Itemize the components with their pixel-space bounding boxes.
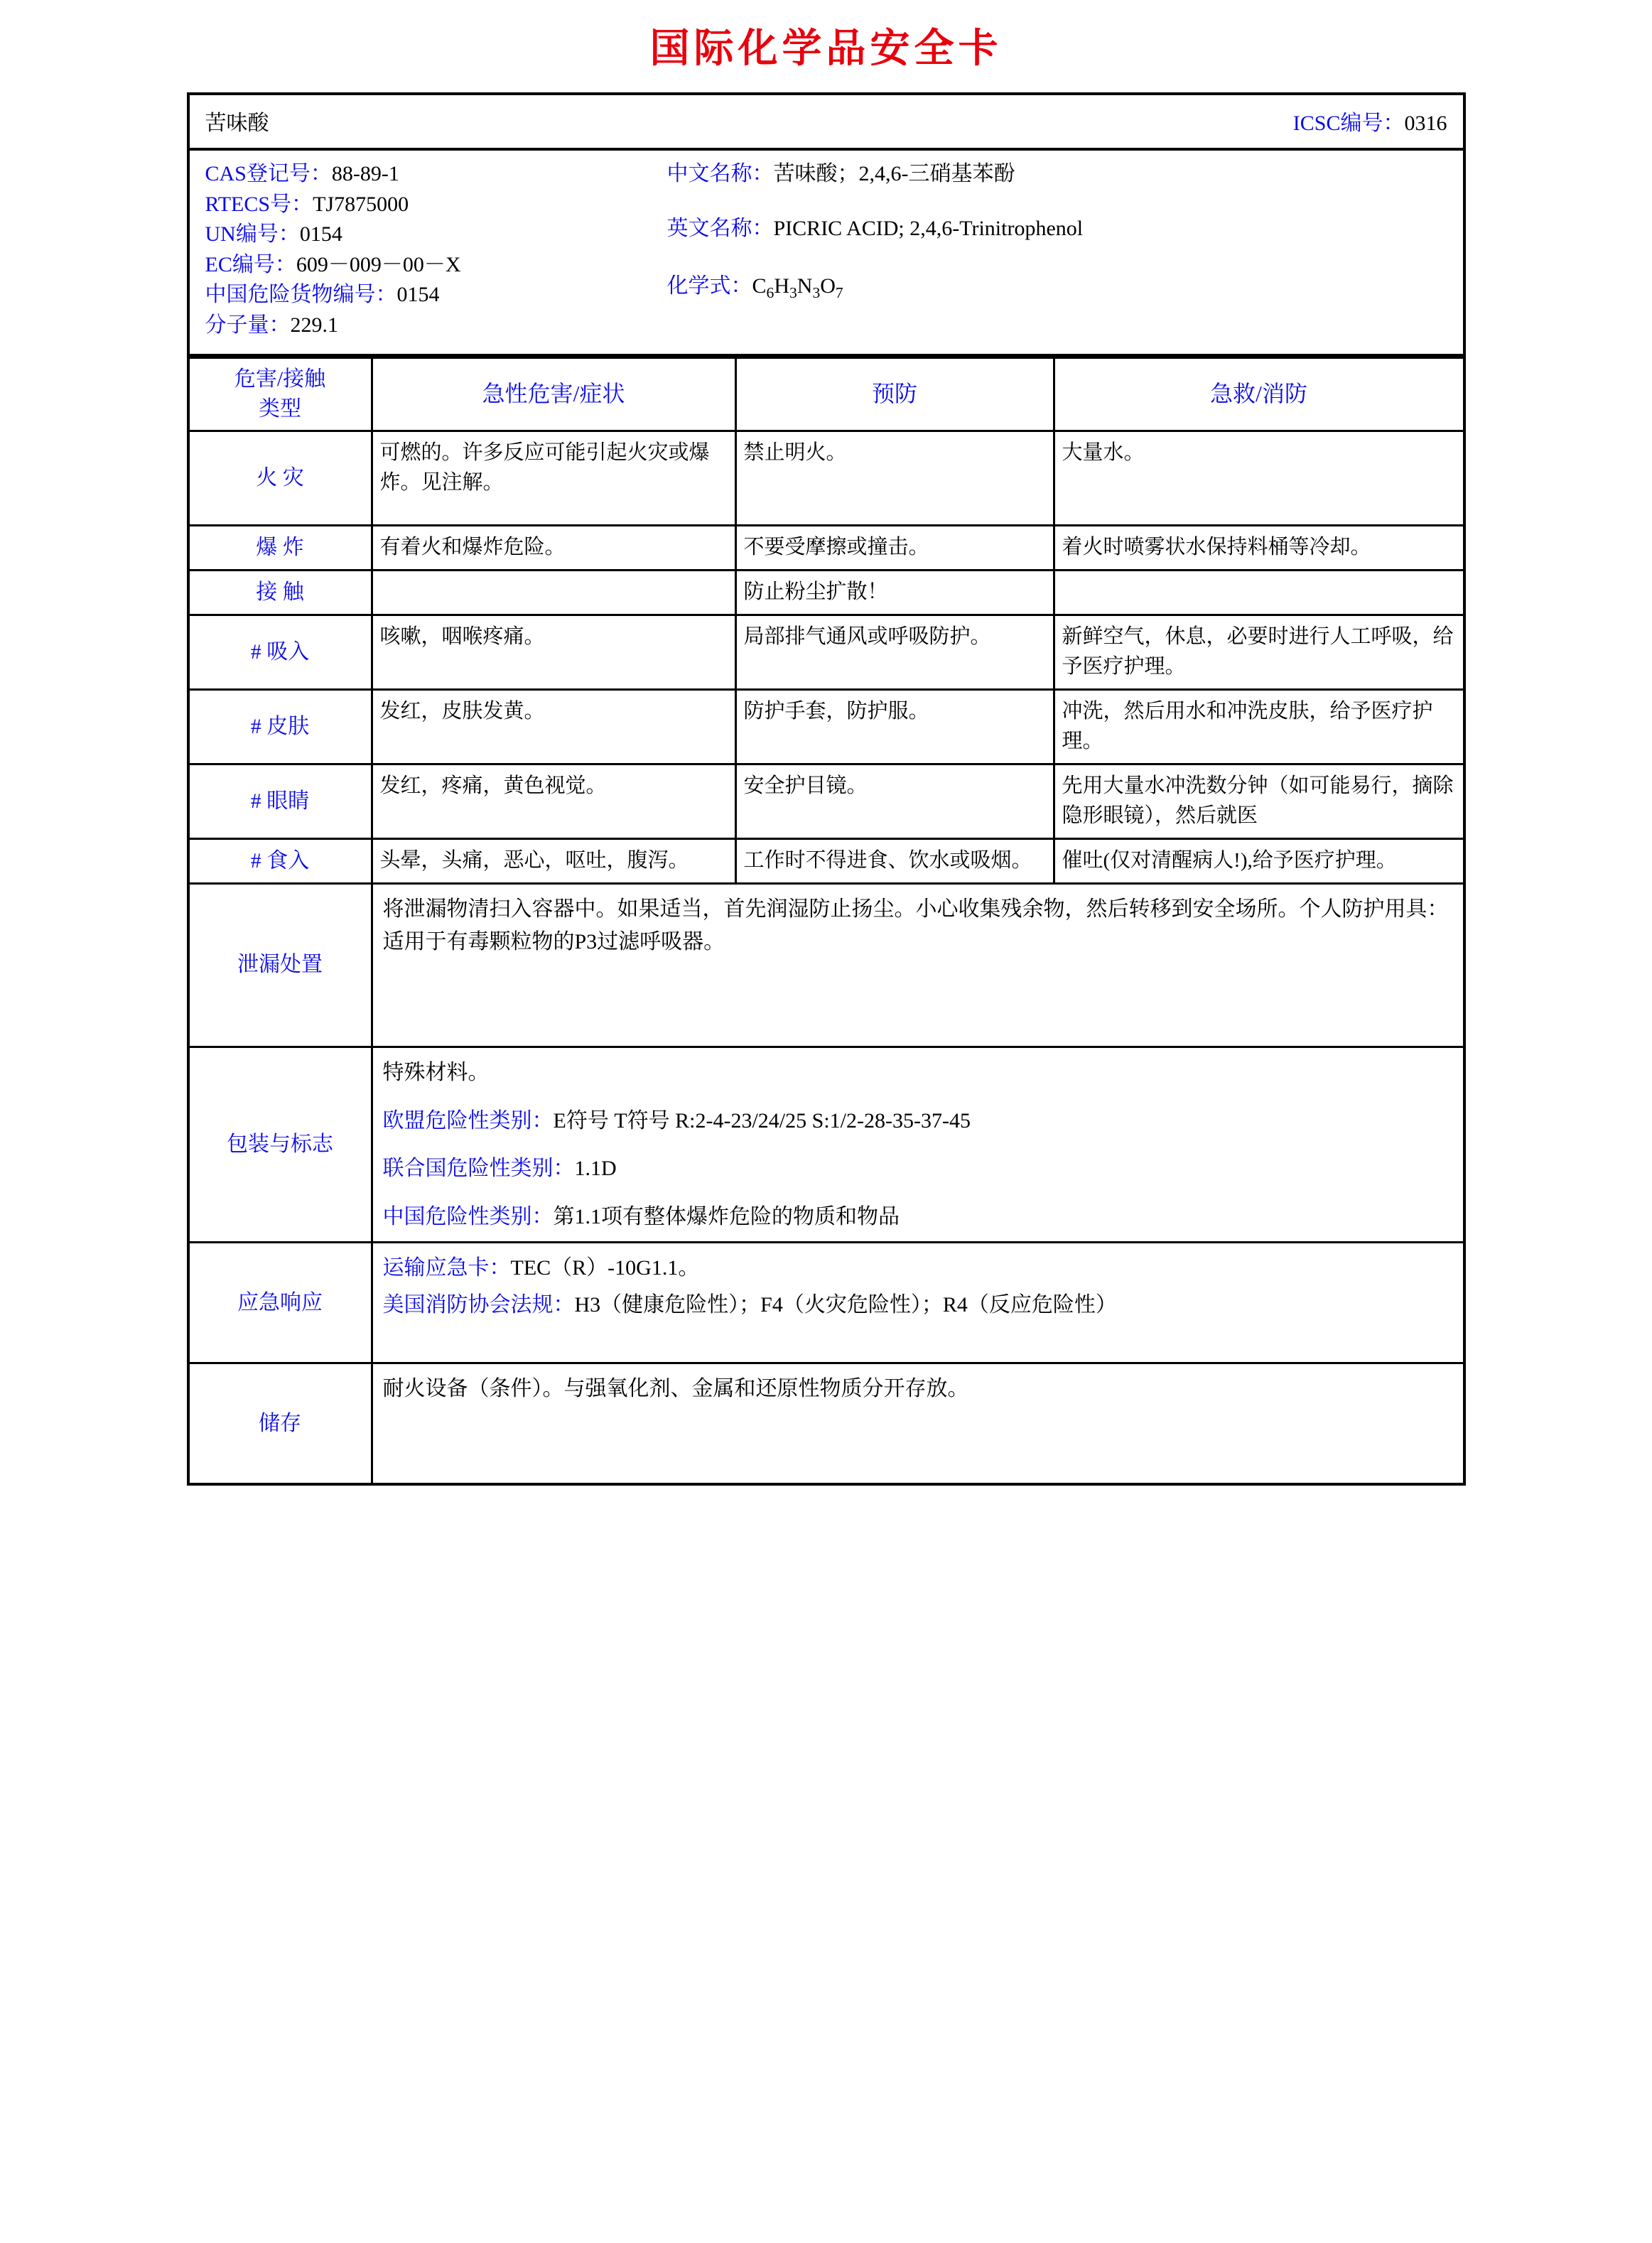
packaging-un-class xyxy=(383,1152,1453,1185)
row-firstaid-inhalation: 新鲜空气，休息，必要时进行人工呼吸，给予医疗护理。 xyxy=(1062,625,1454,678)
packaging-un-value: 1.1D xyxy=(574,1157,617,1181)
packaging-eu-class xyxy=(383,1105,1453,1137)
row-prevention-fire: 禁止明火。 xyxy=(737,432,1055,524)
identifier-chinese-name xyxy=(667,159,1447,190)
row-prevention-skin: 防护手套，防护服。 xyxy=(737,691,1055,763)
icsc-number: 0316 xyxy=(1404,112,1447,135)
row-firstaid-explosion: 着火时喷雾状水保持料桶等冷却。 xyxy=(1062,535,1371,558)
row-text-storage: 耐火设备（条件）。与强氧化剂、金属和还原性物质分开存放。 xyxy=(382,1377,969,1401)
identifier-formula xyxy=(667,268,1447,302)
substance-name: 苦味酸 xyxy=(205,112,269,135)
header-hazard-type-line1: 危害/接触 xyxy=(234,367,326,391)
table-row-explosion xyxy=(190,524,1463,569)
icsc-label: ICSC编号： xyxy=(1292,112,1405,135)
packaging-cn-class xyxy=(383,1201,1453,1233)
ec-value: 609－009－00－X xyxy=(296,252,461,276)
table-row-eyes xyxy=(190,763,1463,838)
identifier-molecular-weight xyxy=(205,310,660,341)
formula-o-count: 7 xyxy=(835,284,843,302)
row-acute-fire: 可燃的。许多反应可能引起火灾或爆炸。见注解。 xyxy=(373,432,737,524)
header-first-aid: 急救/消防 xyxy=(1210,381,1307,407)
header-hazard-type xyxy=(190,359,373,430)
rtecs-label: RTECS号： xyxy=(205,192,313,216)
row-type-storage: 储存 xyxy=(190,1364,373,1483)
formula-c: C xyxy=(752,274,767,298)
chinese-name-value: 苦味酸；2,4,6-三硝基苯酚 xyxy=(773,162,1015,185)
row-firstaid-skin: 冲洗，然后用水和冲洗皮肤，给予医疗护理。 xyxy=(1062,699,1433,752)
row-type-skin: # 皮肤 xyxy=(190,691,373,763)
icsc-number-block xyxy=(1293,105,1447,136)
formula-h-count: 3 xyxy=(789,284,797,302)
formula-c-count: 6 xyxy=(766,284,774,302)
emergency-transport-value: TEC（R）-10G1.1。 xyxy=(510,1256,700,1280)
emergency-nfpa-value: H3（健康危险性）；F4（火灾危险性）；R4（反应危险性） xyxy=(574,1292,1117,1317)
row-firstaid-fire: 大量水。 xyxy=(1062,441,1145,464)
row-prevention-exposure: 防止粉尘扩散！ xyxy=(737,571,1055,614)
row-prevention-inhalation: 局部排气通风或呼吸防护。 xyxy=(737,616,1055,688)
header-hazard-type-line2: 类型 xyxy=(259,396,301,421)
mw-label: 分子量： xyxy=(205,313,291,337)
row-acute-ingestion: 头晕，头痛，恶心，呕吐，腹泻。 xyxy=(373,840,737,882)
english-name-label: 英文名称： xyxy=(666,216,774,240)
row-type-emergency: 应急响应 xyxy=(190,1243,373,1362)
row-prevention-explosion: 不要受摩擦或撞击。 xyxy=(737,526,1055,569)
row-type-explosion: 爆 炸 xyxy=(190,526,373,569)
ec-label: EC编号： xyxy=(205,252,296,276)
identifier-un xyxy=(205,220,660,250)
table-row-emergency xyxy=(190,1241,1463,1362)
row-acute-explosion: 有着火和爆炸危险。 xyxy=(373,526,737,569)
rtecs-value: TJ7875000 xyxy=(313,192,409,216)
row-acute-exposure xyxy=(373,571,737,614)
china-dg-value: 0154 xyxy=(396,283,440,307)
row-prevention-eyes: 安全护目镜。 xyxy=(737,765,1055,838)
row-acute-skin: 发红，皮肤发黄。 xyxy=(373,691,737,763)
row-text-emergency xyxy=(373,1243,1463,1362)
emergency-transport xyxy=(383,1252,1453,1285)
card-header xyxy=(190,95,1463,151)
row-firstaid-eyes: 先用大量水冲洗数分钟（如可能易行，摘除隐形眼镜），然后就医 xyxy=(1062,774,1454,827)
un-value: 0154 xyxy=(299,222,342,247)
row-type-packaging: 包装与标志 xyxy=(190,1048,373,1241)
identifier-block xyxy=(190,151,1463,357)
un-label: UN编号： xyxy=(205,222,300,247)
table-row-storage xyxy=(190,1362,1463,1483)
english-name-value: PICRIC ACID; 2,4,6-Trinitrophenol xyxy=(773,216,1084,240)
formula-label: 化学式： xyxy=(666,274,752,298)
packaging-eu-value: E符号 T符号 R:2-4-23/24/25 S:1/2-28-35-37-45 xyxy=(553,1108,971,1133)
page-title: 国际化学品安全卡 xyxy=(649,26,1003,72)
formula-n: N xyxy=(797,274,813,298)
identifier-left-column xyxy=(205,159,660,341)
packaging-eu-label: 欧盟危险性类别： xyxy=(382,1108,554,1133)
cas-label: CAS登记号： xyxy=(205,162,332,185)
table-row-ingestion xyxy=(190,838,1463,882)
table-row-skin xyxy=(190,688,1463,763)
row-type-spill: 泄漏处置 xyxy=(190,885,373,1046)
row-acute-eyes: 发红，疼痛，黄色视觉。 xyxy=(373,765,737,838)
identifier-ec xyxy=(205,250,660,281)
emergency-nfpa-label: 美国消防协会法规： xyxy=(382,1292,575,1317)
formula-h: H xyxy=(774,274,789,298)
mw-value: 229.1 xyxy=(290,313,338,337)
row-prevention-ingestion: 工作时不得进食、饮水或吸烟。 xyxy=(737,840,1055,882)
row-type-eyes: # 眼睛 xyxy=(190,765,373,838)
identifier-english-name xyxy=(667,214,1447,244)
table-row-fire xyxy=(190,430,1463,524)
emergency-nfpa xyxy=(383,1289,1453,1322)
packaging-un-label: 联合国危险性类别： xyxy=(382,1157,575,1181)
table-header-row xyxy=(190,357,1463,430)
china-dg-label: 中国危险货物编号： xyxy=(205,283,397,307)
table-row-packaging xyxy=(190,1046,1463,1241)
row-type-ingestion: # 食入 xyxy=(190,840,373,882)
packaging-cn-label: 中国危险性类别： xyxy=(382,1204,554,1228)
row-text-packaging xyxy=(373,1048,1463,1241)
packaging-special-material: 特殊材料。 xyxy=(382,1060,490,1084)
icsc-page xyxy=(0,17,1652,1486)
formula-o: O xyxy=(820,274,836,298)
identifier-right-column xyxy=(660,159,1447,341)
row-type-fire: 火 灾 xyxy=(190,432,373,524)
icsc-card xyxy=(187,92,1466,1486)
cas-value: 88-89-1 xyxy=(331,162,399,185)
identifier-rtecs xyxy=(205,190,660,220)
table-row-spill xyxy=(190,882,1463,1046)
row-firstaid-ingestion: 催吐(仅对清醒病人!),给予医疗护理。 xyxy=(1062,848,1397,872)
row-type-inhalation: # 吸入 xyxy=(190,616,373,688)
table-row-inhalation xyxy=(190,614,1463,688)
table-row-exposure xyxy=(190,569,1463,614)
row-text-spill: 将泄漏物清扫入容器中。如果适当，首先润湿防止扬尘。小心收集残余物，然后转移到安全场所。个人防护用具：适用于有毒颗粒物的P3过滤呼吸器。 xyxy=(382,897,1449,953)
row-acute-inhalation: 咳嗽，咽喉疼痛。 xyxy=(373,616,737,688)
chinese-name-label: 中文名称： xyxy=(666,162,774,185)
row-type-exposure: 接 触 xyxy=(190,571,373,614)
identifier-cas xyxy=(205,159,660,190)
emergency-transport-label: 运输应急卡： xyxy=(382,1256,511,1280)
packaging-cn-value: 第1.1项有整体爆炸危险的物质和物品 xyxy=(553,1204,900,1228)
row-firstaid-exposure xyxy=(1055,571,1463,614)
header-acute-hazards: 急性危害/症状 xyxy=(373,359,737,430)
header-prevention: 预防 xyxy=(737,359,1055,430)
formula-value xyxy=(752,274,843,302)
formula-n-count: 3 xyxy=(812,284,821,302)
identifier-china-dangerous-goods xyxy=(205,280,660,310)
